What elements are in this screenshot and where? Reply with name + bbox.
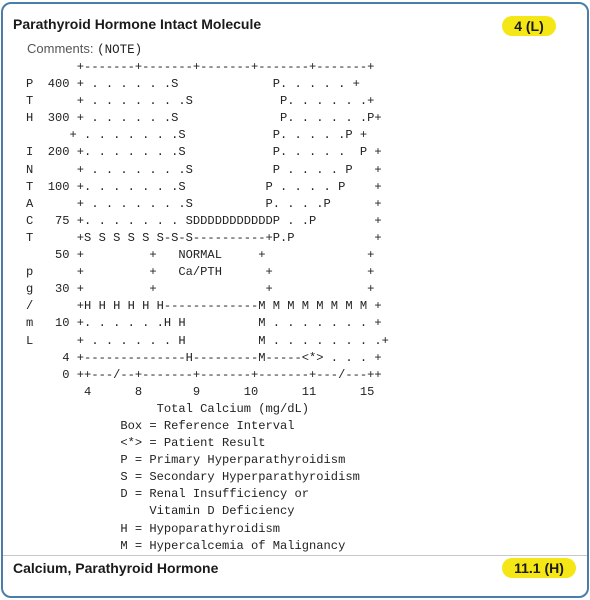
nomogram-line: L + . . . . . . H M . . . . . . . .+: [26, 333, 389, 348]
nomogram-line: H 300 + . . . . . .S P. . . . . .P+: [26, 111, 382, 126]
comments-value: (NOTE): [97, 43, 143, 57]
pth-result-badge: 4 (L): [502, 16, 556, 36]
nomogram-line: P = Primary Hyperparathyroidism: [26, 453, 346, 468]
nomogram-line: H = Hypoparathyroidism: [26, 521, 281, 536]
nomogram-line: Box = Reference Interval: [26, 418, 295, 433]
nomogram-line: 50 + + NORMAL + +: [26, 248, 375, 263]
nomogram-line: m 10 +. . . . . .H H M . . . . . . . +: [26, 316, 382, 331]
nomogram-line: P 400 + . . . . . .S P. . . . . +: [26, 77, 360, 92]
nomogram-line: T 100 +. . . . . . .S P . . . . P +: [26, 179, 382, 194]
nomogram-line: Vitamin D Deficiency: [26, 504, 295, 519]
nomogram-line: +-------+-------+-------+-------+-------+: [26, 60, 375, 74]
result-card: [1, 2, 589, 598]
calcium-result-badge: 11.1 (H): [502, 558, 576, 578]
footer-title: Calcium, Parathyroid Hormone: [13, 560, 219, 576]
nomogram-line: T +S S S S S S-S-S----------+P.P +: [26, 230, 382, 245]
nomogram-line: + . . . . . . .S P. . . . .P +: [26, 128, 368, 143]
nomogram-line: C 75 +. . . . . . . SDDDDDDDDDDDP . .P +: [26, 213, 382, 228]
nomogram-line: S = Secondary Hyperparathyroidism: [26, 470, 360, 485]
comments-row: [27, 41, 142, 57]
test-title: Parathyroid Hormone Intact Molecule: [13, 16, 262, 32]
nomogram-line: M = Hypercalcemia of Malignancy: [26, 538, 346, 553]
nomogram-line: T + . . . . . . .S P. . . . . .+: [26, 94, 375, 109]
nomogram-line: / +H H H H H H-------------M M M M M M M M +: [26, 299, 382, 314]
ascii-nomogram: [26, 59, 389, 555]
nomogram-line: 4 +--------------H---------M-----<*> . . . +: [26, 350, 382, 365]
divider: [3, 555, 587, 556]
nomogram-line: A + . . . . . . .S P. . . .P +: [26, 196, 382, 211]
nomogram-line: Total Calcium (mg/dL): [26, 401, 310, 416]
nomogram-line: <*> = Patient Result: [26, 436, 266, 451]
nomogram-line: I 200 +. . . . . . .S P. . . . . P +: [26, 145, 382, 160]
nomogram-line: D = Renal Insufficiency or: [26, 487, 310, 502]
nomogram-line: g 30 + + + +: [26, 282, 375, 297]
nomogram-line: 0 ++---/--+-------+-------+-------+---/---++: [26, 367, 382, 382]
nomogram-line: N + . . . . . . .S P . . . . P +: [26, 162, 382, 177]
nomogram-line: p + + Ca/PTH + +: [26, 265, 375, 280]
comments-label: Comments:: [27, 41, 94, 56]
nomogram-line: 4 8 9 10 11 15: [26, 384, 375, 399]
